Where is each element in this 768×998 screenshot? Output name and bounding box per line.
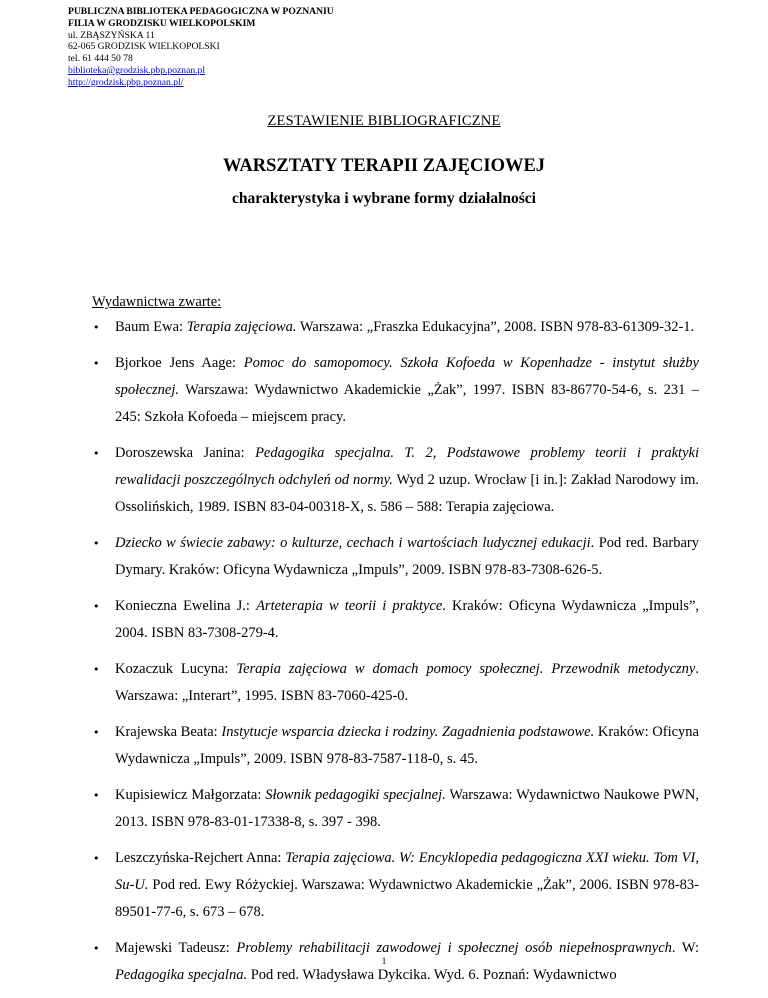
bibliography-entry — [115, 593, 699, 647]
entry-details: . W: — [671, 940, 699, 956]
library-header — [68, 6, 334, 89]
entry-author: Majewski Tadeusz: — [115, 940, 237, 956]
document-title: WARSZTATY TERAPII ZAJĘCIOWEJ — [222, 156, 546, 176]
entry-title: Słownik pedagogiki specjalnej. — [265, 787, 446, 803]
website-link[interactable]: http://grodzisk.pbp.poznan.pl/ — [68, 76, 184, 88]
entry-title: Dziecko w świecie zabawy: o kulturze, cechach i wartościach ludycznej edukacji — [115, 535, 591, 551]
bibliography-entry — [115, 530, 699, 584]
entry-title: Pomoc do samopomocy. Szkoła Kofoeda w Kopenhadze - instytut służby społecznej. — [115, 355, 699, 398]
entry-source-details: Pod red. Władysława Dykcika. Wyd. 6. Poznań: Wydawnictwo — [247, 967, 617, 983]
document-subtitle: ZESTAWIENIE BIBLIOGRAFICZNE — [267, 113, 501, 129]
bibliography-entry — [115, 350, 699, 431]
entry-details: Warszawa: Wydawnictwo Akademickie „Żak”, 1997. ISBN 83-86770-54-6, s. 231 – 245: Szkoła Kofoeda – miejscem pracy. — [115, 382, 699, 425]
bibliography-entry — [115, 782, 699, 836]
entry-author: Kupisiewicz Małgorzata: — [115, 787, 266, 803]
entry-title: Terapia zajęciowa. — [186, 319, 297, 335]
phone-number: tel. 61 444 50 78 — [68, 53, 133, 65]
entry-author: Doroszewska Janina: — [115, 445, 256, 461]
entry-title: Terapia zajęciowa w domach pomocy społecznej. Przewodnik metodyczny — [236, 661, 696, 677]
entry-title: Problemy rehabilitacji zawodowej i społecznej osób niepełnosprawnych — [236, 940, 672, 956]
entry-details: . Kraków: Oficyna Wydawnicza „Impuls”, 2004. ISBN 83-7308-279-4. — [115, 598, 699, 641]
entry-details: . Pod red. Barbary Dymary. Kraków: Oficyna Wydawnicza „Impuls”, 2009. ISBN 978-83-7308-626-5. — [115, 535, 700, 578]
entry-details: Pod red. Ewy Różyckiej. Warszawa: Wydawnictwo Akademickie „Żak”, 2006. ISBN 978-83-89501-77-6, s. 673 – 678. — [115, 877, 699, 920]
entry-details: Wyd 2 uzup. Wrocław [i in.]: Zakład Narodowy im. Ossolińskich, 1989. ISBN 83-04-00318-X, s. 586 – 588: Terapia zajęciowa. — [115, 472, 699, 515]
postal-address: 62-065 GRODZISK WIELKOPOLSKI — [68, 41, 220, 53]
email-link[interactable]: biblioteka@grodzisk.pbp.poznan.pl — [68, 64, 205, 76]
entry-author: Konieczna Ewelina J.: — [115, 598, 257, 614]
entry-author: Bjorkoe Jens Aage: — [115, 355, 244, 371]
bibliography-entry — [115, 314, 699, 341]
entry-details: Kraków: Oficyna Wydawnicza „Impuls”, 2009. ISBN 978-83-7587-118-0, s. 45. — [115, 724, 699, 767]
page-number: 1 — [381, 957, 387, 967]
bibliography-entry — [115, 656, 699, 710]
entry-author: Leszczyńska-Rejchert Anna: — [115, 850, 286, 866]
section-heading: Wydawnictwa zwarte: — [92, 294, 222, 310]
street-address: ul. ZBĄSZYŃSKA 11 — [68, 29, 155, 41]
entry-details: Warszawa: Wydawnictwo Naukowe PWN, 2013. ISBN 978-83-01-17338-8, s. 397 - 398. — [115, 787, 699, 830]
bibliography-entry — [115, 440, 699, 521]
entry-author: Baum Ewa: — [115, 319, 187, 335]
entry-title: Terapia zajęciowa. W: Encyklopedia pedagogiczna XXI wieku. Tom VI, Su-U. — [115, 850, 699, 893]
entry-author: Kozaczuk Lucyna: — [115, 661, 237, 677]
bibliography-entry — [115, 845, 699, 926]
bibliography-entry — [115, 719, 699, 773]
entry-details: . Warszawa: „Interart”, 1995. ISBN 83-7060-425-0. — [115, 661, 699, 704]
entry-title: Pedagogika specjalna. T. 2, Podstawowe problemy teorii i praktyki rewalidacji poszczególnych odchyleń od normy. — [115, 445, 699, 488]
entry-title: Arteterapia w teorii i praktyce — [256, 598, 443, 614]
library-name: PUBLICZNA BIBLIOTEKA PEDAGOGICZNA W POZNANIU — [68, 6, 334, 17]
bibliography-list — [115, 314, 699, 998]
entry-author: Krajewska Beata: — [115, 724, 222, 740]
document-title-secondary: charakterystyka i wybrane formy działalności — [232, 190, 536, 207]
branch-name: FILIA W GRODZISKU WIELKOPOLSKIM — [68, 17, 256, 29]
entry-title: Instytucje wsparcia dziecka i rodziny. Zagadnienia podstawowe. — [221, 724, 595, 740]
entry-details: Warszawa: „Fraszka Edukacyjna”, 2008. ISBN 978-83-61309-32-1. — [296, 319, 695, 335]
entry-source-title: Pedagogika specjalna. — [115, 967, 248, 983]
